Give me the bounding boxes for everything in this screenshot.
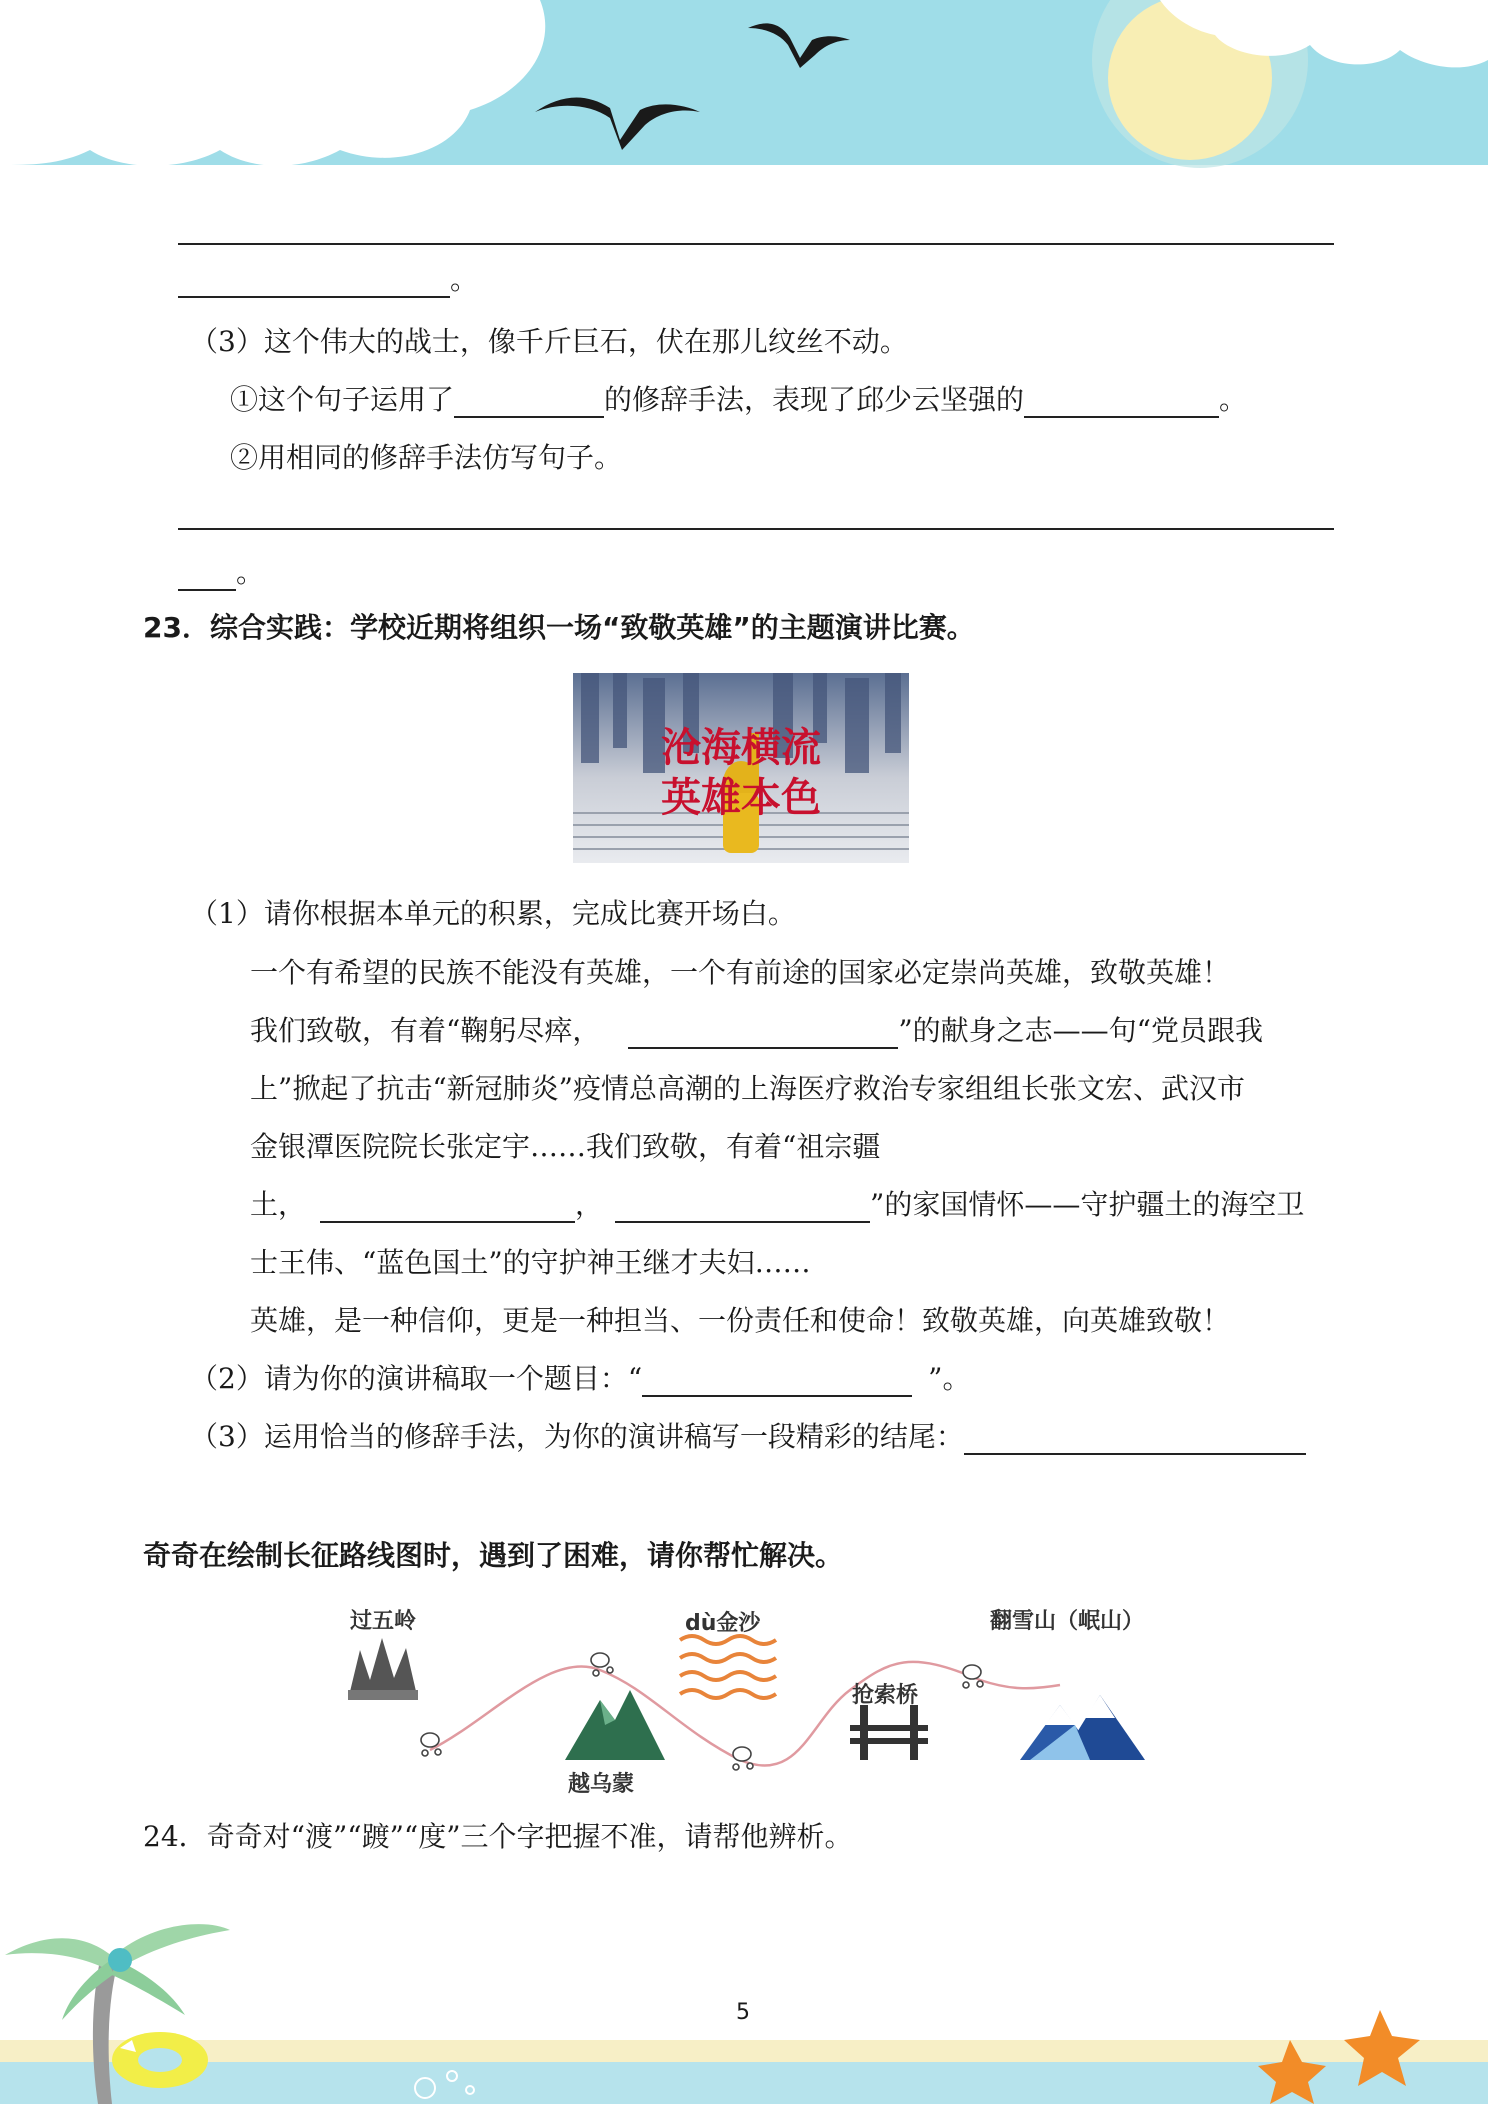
q23-paragraph-5 xyxy=(250,1187,1304,1223)
answer-line[interactable] xyxy=(178,528,1334,530)
q22-sub3-prompt: （3）这个伟大的战士，像千斤巨石，伏在那儿纹丝不动。 xyxy=(190,325,908,358)
q23-paragraph-3: 上”掀起了抗击“新冠肺炎”疫情总高潮的上海医疗救治专家组组长张文宏、武汉市 xyxy=(250,1072,1245,1105)
q23-paragraph-1: 一个有希望的民族不能没有英雄，一个有前途的国家必定崇尚英雄，致敬英雄！ xyxy=(250,956,1231,989)
life-ring-icon xyxy=(112,2032,208,2088)
period-mark: 。 xyxy=(450,263,479,296)
q23-paragraph-2 xyxy=(250,1013,1263,1049)
q23-p5-end: ”的家国情怀——守护疆土的海空卫 xyxy=(870,1188,1305,1221)
q23-p2-start: 我们致敬，有着“鞠躬尽瘁， xyxy=(250,1014,601,1047)
answer-blank-ending[interactable] xyxy=(964,1427,1306,1455)
top-sky-banner xyxy=(0,0,1488,168)
answer-blank[interactable] xyxy=(178,563,236,591)
map-label-xueshan: 翻雪山（岷山） xyxy=(990,1609,1145,1634)
q22-sub3-a xyxy=(230,382,1247,418)
map-label-suoqiao: 抢索桥 xyxy=(852,1683,919,1708)
q23-sub3 xyxy=(190,1419,1306,1455)
map-label-wumeng: 越乌蒙 xyxy=(568,1772,635,1797)
iron-chain-bridge-icon xyxy=(850,1705,928,1760)
answer-blank-idiom[interactable] xyxy=(628,1021,898,1049)
answer-blank-quality[interactable] xyxy=(1024,390,1219,418)
q23-sub3-text: （3）运用恰当的修辞手法，为你的演讲稿写一段精彩的结尾： xyxy=(190,1420,964,1453)
period-mark: 。 xyxy=(236,556,265,589)
wuling-mountains-icon xyxy=(348,1638,418,1700)
comma-mark: ， xyxy=(575,1188,604,1221)
map-label-jinsha: dù金沙 xyxy=(685,1611,761,1636)
q23-sub2-start: （2）请为你的演讲稿取一个题目：“ xyxy=(190,1362,643,1395)
answer-blank-title[interactable] xyxy=(642,1369,912,1397)
section-intro: 奇奇在绘制长征路线图时，遇到了困难，请你帮忙解决。 xyxy=(143,1539,844,1572)
poster-title-line2: 英雄本色 xyxy=(661,774,821,821)
hero-poster-image xyxy=(573,673,909,863)
answer-blank[interactable] xyxy=(178,270,450,298)
poster-title-line1: 沧海横流 xyxy=(661,724,821,771)
footprint-icon xyxy=(421,1653,983,1770)
q23-paragraph-6: 士王伟、“蓝色国土”的守护神王继才夫妇…… xyxy=(250,1246,811,1279)
q23-title: 23．综合实践：学校近期将组织一场“致敬英雄”的主题演讲比赛。 xyxy=(143,611,975,644)
bottom-beach-banner xyxy=(0,1890,1488,2104)
q23-sub1-prompt: （1）请你根据本单元的积累，完成比赛开场白。 xyxy=(190,897,796,930)
snow-mountains-icon xyxy=(1020,1695,1145,1760)
answer-blank-quote-1[interactable] xyxy=(320,1195,575,1223)
page-number: 5 xyxy=(736,2000,750,2025)
q23-p5-start: 土， xyxy=(250,1188,307,1221)
long-march-route-map xyxy=(330,1590,1170,1797)
q22-sub3-b: ②用相同的修辞手法仿写句子。 xyxy=(230,441,623,474)
q23-sub2 xyxy=(190,1361,970,1397)
q23-p2-end: ”的献身之志——句“党员跟我 xyxy=(898,1014,1263,1047)
q22-sub3-a-prefix: ①这个句子运用了 xyxy=(230,383,455,416)
answer-line[interactable] xyxy=(178,243,1334,245)
map-label-wuling: 过五岭 xyxy=(350,1609,417,1634)
q23-paragraph-4: 金银潭医院院长张定宇……我们致敬，有着“祖宗疆 xyxy=(250,1130,881,1163)
answer-blank-quote-2[interactable] xyxy=(615,1195,870,1223)
period-mark: 。 xyxy=(1219,383,1248,416)
jinsha-river-icon xyxy=(680,1636,776,1698)
answer-line-short-row xyxy=(178,555,264,591)
answer-line-short-row xyxy=(178,262,478,298)
answer-blank-rhetoric[interactable] xyxy=(454,390,604,418)
q23-sub2-end: ”。 xyxy=(928,1362,971,1395)
q22-sub3-a-mid: 的修辞手法，表现了邱少云坚强的 xyxy=(604,383,1025,416)
q23-paragraph-7: 英雄，是一种信仰，更是一种担当、一份责任和使命！致敬英雄，向英雄致敬！ xyxy=(250,1304,1231,1337)
q24-title: 24．奇奇对“渡”“踱”“度”三个字把握不准，请帮他辨析。 xyxy=(143,1820,853,1853)
